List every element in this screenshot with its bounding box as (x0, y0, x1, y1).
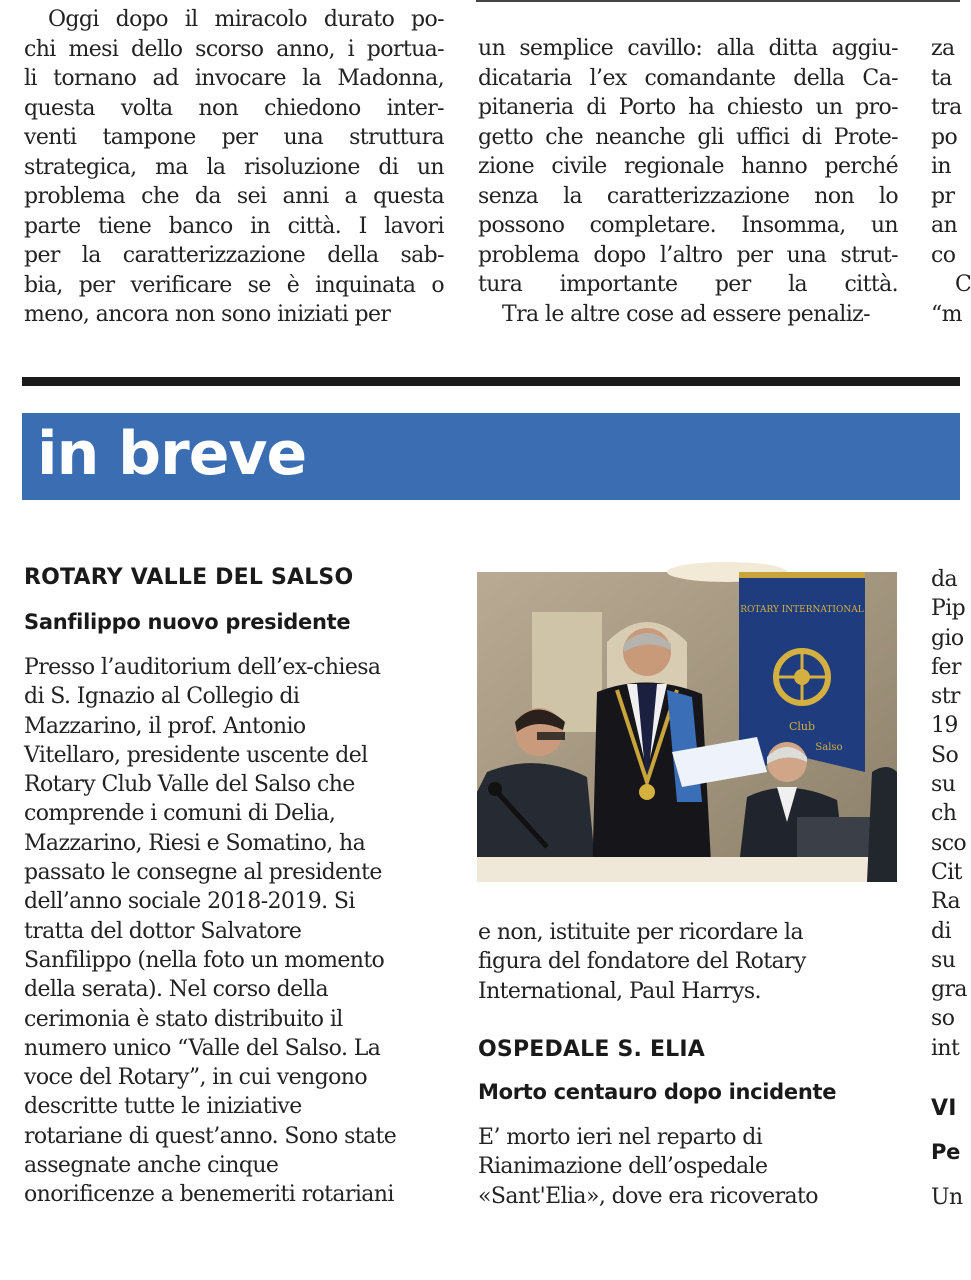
text-line: senza la caratterizzazione non lo (478, 183, 898, 209)
rotary-body-continued (478, 918, 898, 1006)
top-column-rule (476, 0, 960, 2)
text-line: voce del Rotary”, in cui vengono (24, 1065, 367, 1091)
text-line: Rianimazione dell’ospedale (478, 1154, 768, 1180)
text-line: numero unico “Valle del Salso. La (24, 1035, 381, 1061)
text-line: International, Paul Harrys. (478, 978, 761, 1004)
text-line: gra (931, 977, 967, 1003)
text-line: di S. Ignazio al Collegio di (24, 684, 300, 710)
text-line: un semplice cavillo: alla ditta aggiu- (478, 36, 898, 61)
text-line: Mazzarino, il prof. Antonio (24, 713, 306, 739)
text-line: Rotary Club Valle del Salso che (24, 772, 355, 798)
text-line: per la caratterizzazione della sab- (24, 243, 444, 268)
text-line: meno, ancora non sono iniziati per (24, 302, 391, 327)
text-line: problema che da sei anni a questa (24, 184, 444, 209)
text-line: da (931, 567, 957, 592)
text-line: possono completare. Insomma, un (478, 213, 898, 238)
text-line: tratta del dottor Salvatore (24, 918, 302, 944)
text-line: li tornano ad invocare la Madonna, (24, 66, 444, 91)
text-line: dicataria l’ex comandante della Ca- (478, 65, 898, 91)
text-line: Pip (931, 596, 966, 622)
text-line: venti tampone per una struttura (24, 125, 444, 150)
text-line: parte tiene banco in città. I lavori (24, 213, 444, 239)
text-line: pr (931, 183, 955, 209)
text-line: tura importante per la città. (478, 272, 898, 297)
text-line: zione civile regionale hanno perché (478, 154, 898, 179)
text-line: So (931, 742, 959, 768)
text-line: Presso l’auditorium dell’ex-chiesa (24, 655, 381, 680)
text-line: E’ morto ieri nel reparto di (478, 1125, 763, 1150)
photo-banner-text: ROTARY INTERNATIONAL (740, 605, 864, 615)
top-article-column-3 (931, 34, 971, 329)
text-line: po (931, 124, 958, 150)
text-line: Cit (931, 859, 962, 885)
text-line: C (955, 272, 971, 297)
text-line: za (931, 36, 955, 61)
right-column-body-2: Un (931, 1185, 963, 1210)
section-divider (22, 377, 960, 386)
text-line: descritte tutte le iniziative (24, 1094, 302, 1120)
text-line: Vitellaro, presidente uscente del (24, 742, 368, 768)
top-article-column-1 (24, 5, 444, 330)
top-article-column-2 (478, 34, 898, 329)
right-column-headline: Pe (931, 1140, 961, 1164)
text-line: str (931, 684, 960, 710)
text-line: della serata). Nel corso della (24, 977, 328, 1003)
right-column-body (931, 565, 971, 1063)
text-line: 19 (931, 713, 958, 739)
photo-salso-text: Salso (815, 742, 843, 753)
ospedale-headline: Morto centauro dopo incidente (478, 1080, 837, 1104)
text-line: Oggi dopo il miracolo durato po- (48, 7, 444, 32)
rotary-headline: Sanfilippo nuovo presidente (24, 610, 351, 634)
text-line: Ra (931, 889, 960, 915)
photo-club-text: Club (788, 720, 816, 733)
text-line: su (931, 947, 956, 973)
rotary-body (24, 653, 454, 1210)
text-line: tra (931, 95, 962, 120)
text-line: gio (931, 625, 964, 651)
text-line: ta (931, 65, 952, 91)
text-line: figura del fondatore del Rotary (478, 949, 806, 975)
text-line: fer (931, 654, 961, 680)
text-line: strategica, ma la risoluzione di un (24, 154, 444, 180)
text-line: passato le consegne al presidente (24, 860, 382, 886)
text-line: problema dopo l’altro per una strut- (478, 242, 898, 268)
text-line: pitaneria di Porto ha chiesto un pro- (478, 95, 898, 120)
ospedale-body (478, 1123, 898, 1211)
ospedale-kicker: OSPEDALE S. ELIA (478, 1037, 706, 1062)
text-line: Mazzarino, Riesi e Somatino, ha (24, 830, 366, 856)
section-banner (22, 413, 960, 500)
text-line: Tra le altre cose ad essere penaliz- (502, 301, 870, 327)
text-line: Sanfilippo (nella foto un momento (24, 947, 385, 973)
text-line: rotariane di quest’anno. Sono state (24, 1123, 397, 1149)
text-line: dell’anno sociale 2018-2019. Si (24, 889, 355, 915)
text-line: sco (931, 830, 967, 856)
article-photo (477, 572, 897, 882)
text-line: bia, per verificare se è inquinata o (24, 272, 444, 298)
text-line: chi mesi dello scorso anno, i portua- (24, 36, 444, 62)
text-line: questa volta non chiedono inter- (24, 95, 444, 121)
text-line: assegnate anche cinque (24, 1153, 279, 1179)
rotary-kicker: ROTARY VALLE DEL SALSO (24, 565, 354, 590)
text-line: in (931, 154, 952, 179)
text-line: int (931, 1035, 960, 1061)
text-line: di (931, 918, 951, 944)
section-title: in breve (37, 419, 307, 489)
text-line: “m (931, 301, 962, 327)
text-line: cerimonia è stato distribuito il (24, 1006, 343, 1032)
text-line: e non, istituite per ricordare la (478, 920, 804, 945)
text-line: getto che neanche gli uffici di Prote- (478, 124, 898, 150)
text-line: an (931, 213, 958, 238)
text-line: so (931, 1006, 955, 1032)
right-column-kicker: VI (931, 1096, 957, 1121)
text-line: su (931, 772, 956, 798)
text-line: comprende i comuni di Delia, (24, 801, 336, 827)
text-line: co (931, 242, 956, 268)
text-line: onorificenze a benemeriti rotariani (24, 1182, 394, 1208)
text-line: ch (931, 801, 957, 827)
text-line: «Sant'Elia», dove era ricoverato (478, 1183, 818, 1209)
